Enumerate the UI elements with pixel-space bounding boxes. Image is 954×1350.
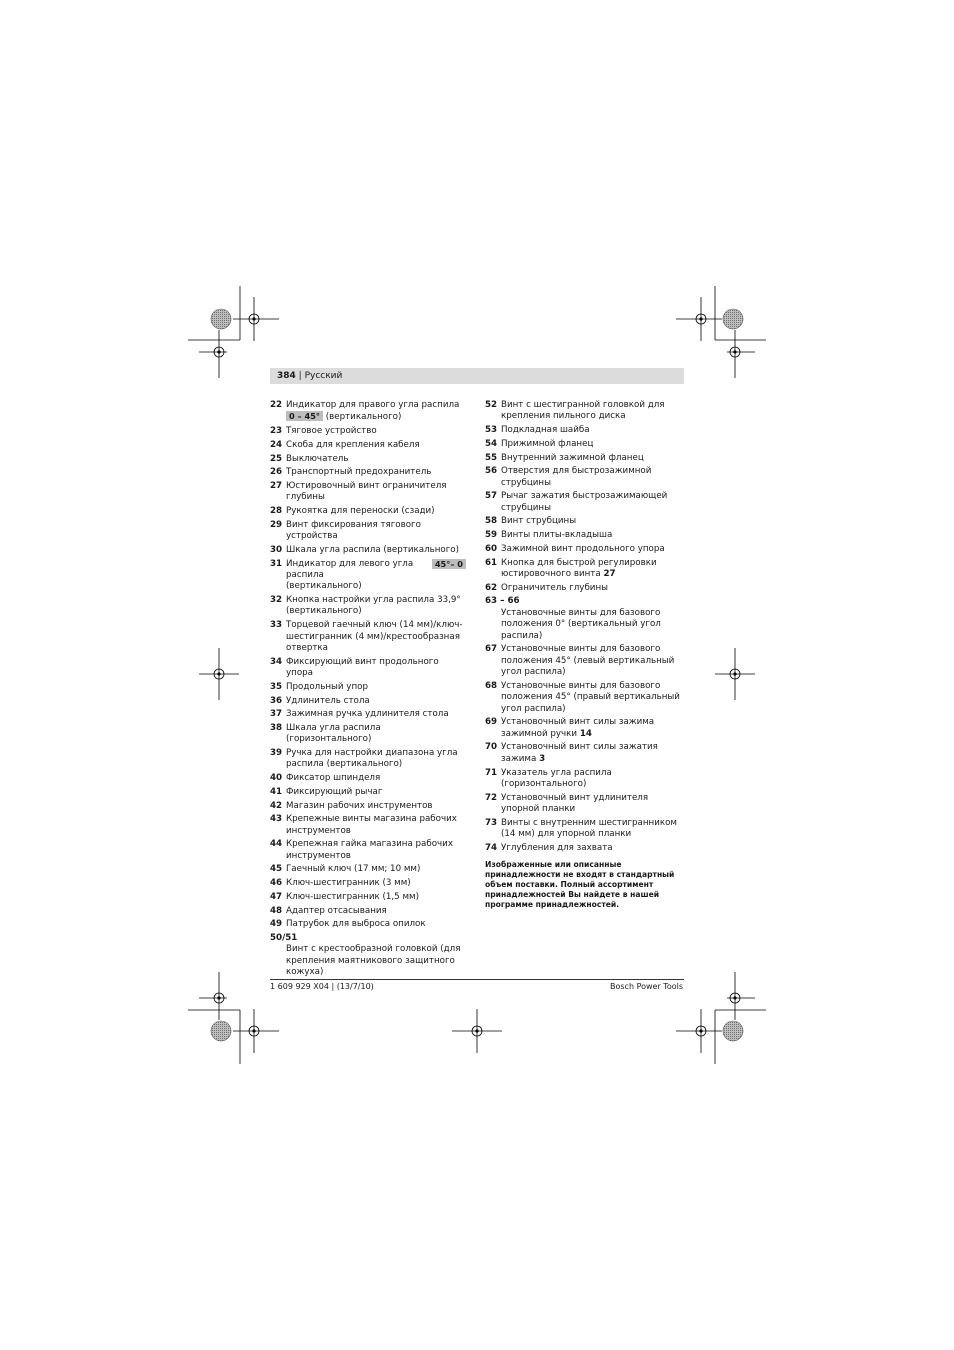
list-item	[270, 559, 466, 593]
list-item	[485, 453, 681, 464]
item-number: 59	[485, 530, 498, 541]
item-number: 49	[270, 919, 283, 930]
item-text: Транспортный предохранитель	[286, 467, 432, 478]
item-number: 69	[485, 717, 498, 728]
item-number: 39	[270, 748, 283, 759]
item-number: 68	[485, 680, 498, 691]
item-number: 52	[485, 400, 498, 410]
item-text: Тяговое устройство	[286, 426, 377, 437]
list-item	[270, 440, 466, 451]
item-number: 22	[270, 400, 283, 410]
item-number: 57	[485, 491, 498, 502]
item-number: 74	[485, 842, 498, 853]
item-text: Винты с внутренним шестигранником (14 мм) для упорной планки	[501, 817, 677, 840]
item-text: Винт с крестообразной головкой (для крепления маятникового защитного кожуха)	[286, 944, 461, 978]
list-item	[485, 742, 681, 765]
item-text: Индикатор для левого угла распила	[286, 558, 414, 580]
list-item	[270, 878, 466, 889]
list-item	[270, 801, 466, 812]
item-text: Выключатель	[286, 453, 349, 464]
item-text: Винт фиксирования тягового устройства	[286, 519, 421, 542]
header-separator: |	[295, 371, 305, 381]
item-text-continued: (вертикального)	[286, 581, 362, 592]
item-number: 58	[485, 516, 498, 527]
angle-badge: 0 – 45°	[286, 411, 323, 421]
page-number: 384	[277, 371, 296, 381]
item-text-continued: (вертикального)	[325, 412, 402, 423]
item-text: Индикатор для правого угла распила	[286, 400, 460, 410]
item-number: 23	[270, 426, 283, 437]
item-text: Ручка для настройки диапазона угла распила (вертикального)	[286, 748, 458, 770]
item-number: 34	[270, 656, 283, 667]
item-number: 44	[270, 839, 283, 850]
list-item	[485, 425, 681, 436]
list-item	[270, 787, 466, 798]
item-text: Кнопка для быстрой регулировки юстировочного винта	[501, 557, 657, 579]
item-number: 47	[270, 891, 283, 902]
item-number: 67	[485, 644, 498, 655]
item-text: Фиксирующий винт продольного упора	[286, 656, 439, 679]
item-text: Установочные винты для базового положения 45° (правый вертикальный угол распила)	[501, 680, 680, 714]
item-text: Указатель угла распила (горизонтального)	[501, 767, 612, 789]
list-item	[270, 595, 466, 618]
list-item	[270, 426, 466, 437]
item-text: Зажимная ручка удлинителя стола	[286, 709, 449, 720]
list-item	[270, 467, 466, 478]
item-reference: 14	[579, 728, 592, 739]
list-item	[270, 933, 466, 979]
item-number: 72	[485, 792, 498, 803]
list-item	[485, 439, 681, 450]
item-text: Прижимной фланец	[501, 438, 594, 449]
list-item	[270, 906, 466, 917]
item-number: 43	[270, 814, 283, 825]
item-text: Рукоятка для переноски (сзади)	[286, 506, 435, 517]
item-text: Патрубок для выброса опилок	[286, 919, 426, 930]
list-item	[270, 814, 466, 837]
item-reference: 27	[603, 568, 616, 579]
item-text: Крепежная гайка магазина рабочих инструментов	[286, 839, 453, 861]
item-text: Продольный упор	[286, 681, 368, 692]
item-text: Скоба для крепления кабеля	[286, 439, 420, 450]
item-text: Зажимной винт продольного упора	[501, 543, 665, 554]
list-item	[485, 400, 681, 423]
item-text: Внутренний зажимной фланец	[501, 452, 644, 463]
item-number: 29	[270, 519, 283, 530]
item-text: Подкладная шайба	[501, 425, 590, 436]
item-number: 46	[270, 878, 283, 889]
item-number: 26	[270, 467, 283, 478]
list-item	[270, 545, 466, 556]
item-number: 37	[270, 709, 283, 720]
item-number: 45	[270, 864, 283, 875]
item-number: 30	[270, 544, 283, 555]
item-number: 27	[270, 480, 283, 491]
item-text: Установочные винты для базового положения 0° (вертикальный угол распила)	[501, 607, 661, 641]
item-number: 35	[270, 681, 283, 692]
list-item	[270, 682, 466, 693]
list-item	[485, 768, 681, 791]
list-item	[270, 709, 466, 720]
angle-badge: 45°– 0	[432, 559, 466, 569]
item-text: Отверстия для быстрозажимной струбцины	[501, 466, 652, 488]
item-text: Углубления для захвата	[501, 842, 613, 853]
item-text: Ключ-шестигранник (1,5 мм)	[286, 891, 419, 902]
item-text: Шкала угла распила (горизонтального)	[286, 722, 381, 745]
list-item	[485, 516, 681, 527]
item-text: Удлинитель стола	[286, 695, 370, 706]
item-text: Шкала угла распила (вертикального)	[286, 544, 460, 555]
item-text: Установочный винт силы зажима зажимной ручки	[501, 717, 655, 739]
list-item	[485, 491, 681, 514]
item-number: 48	[270, 905, 283, 916]
item-text: Кнопка настройки угла распила 33,9° (вертикального)	[286, 595, 461, 617]
list-item	[485, 544, 681, 555]
item-text: Винты плиты-вкладыша	[501, 530, 613, 541]
accessories-note: Изображенные или описанные принадлежности не входят в стандартный объем поставки. Полный ассортимент принадлежностей Вы найдете в нашей программе принадлежностей.	[485, 860, 675, 910]
item-text: Адаптер отсасывания	[286, 905, 387, 916]
list-item	[485, 681, 681, 715]
item-number: 56	[485, 466, 498, 477]
right-column	[485, 400, 681, 910]
list-item	[270, 892, 466, 903]
list-item	[485, 644, 681, 678]
item-number: 60	[485, 543, 498, 554]
item-text: Ограничитель глубины	[501, 582, 608, 593]
item-number: 32	[270, 595, 283, 606]
item-text: Юстировочный винт ограничителя глубины	[286, 480, 447, 503]
item-text: Установочный винт удлинителя упорной планки	[501, 792, 649, 815]
item-number: 24	[270, 439, 283, 450]
list-item	[270, 657, 466, 680]
item-number: 41	[270, 786, 283, 797]
list-item	[270, 919, 466, 930]
footer-brand: Bosch Power Tools	[610, 982, 683, 991]
item-number: 62	[485, 582, 498, 593]
list-item	[485, 583, 681, 594]
list-item	[270, 748, 466, 771]
item-text: Магазин рабочих инструментов	[286, 800, 433, 811]
list-item	[485, 596, 681, 642]
item-number: 25	[270, 453, 283, 464]
list-item	[485, 530, 681, 541]
item-number: 31	[270, 558, 283, 569]
item-number: 55	[485, 452, 498, 463]
list-item	[270, 454, 466, 465]
item-text: Торцевой гаечный ключ (14 мм)/ключ-шестигранник (4 мм)/крестообразная отвертка	[286, 620, 463, 653]
item-number: 38	[270, 722, 283, 733]
list-item	[270, 723, 466, 746]
list-item	[485, 818, 681, 841]
item-reference: 3	[539, 753, 546, 764]
list-item	[485, 558, 681, 581]
list-item	[270, 696, 466, 707]
item-number: 40	[270, 773, 283, 784]
list-item	[485, 466, 681, 489]
list-item	[270, 620, 466, 654]
item-text: Рычаг зажатия быстрозажимающей струбцины	[501, 491, 668, 513]
item-text: Гаечный ключ (17 мм; 10 мм)	[286, 864, 421, 875]
item-number: 54	[485, 438, 498, 449]
item-text: Винт с шестигранной головкой для крепления пильного диска	[501, 400, 665, 422]
item-text: Винт струбцины	[501, 516, 577, 527]
item-text: Ключ-шестигранник (3 мм)	[286, 878, 411, 889]
list-item	[270, 481, 466, 504]
item-text: Установочный винт силы зажатия зажима	[501, 742, 658, 764]
item-number: 61	[485, 557, 498, 568]
item-number: 71	[485, 767, 498, 778]
header-language: Русский	[304, 371, 343, 381]
list-item	[270, 400, 466, 424]
list-item	[485, 793, 681, 816]
item-number: 73	[485, 817, 498, 828]
page-header	[270, 368, 684, 384]
item-number: 42	[270, 800, 283, 811]
left-column	[270, 400, 466, 981]
item-number: 28	[270, 506, 283, 517]
list-item	[270, 520, 466, 543]
item-text: Установочные винты для базового положения 45° (левый вертикальный угол распила)	[501, 644, 675, 678]
item-number: 63 – 66	[485, 596, 520, 607]
item-number: 36	[270, 695, 283, 706]
list-item	[270, 506, 466, 517]
item-number: 53	[485, 425, 498, 436]
item-number: 70	[485, 742, 498, 753]
item-text: Фиксирующий рычаг	[286, 786, 383, 797]
item-text: Фиксатор шпинделя	[286, 773, 381, 784]
list-item	[485, 717, 681, 740]
item-number: 33	[270, 620, 283, 631]
list-item	[485, 843, 681, 854]
item-number: 50/51	[270, 932, 298, 943]
item-text: Крепежные винты магазина рабочих инструментов	[286, 814, 457, 836]
footer-document-code: 1 609 929 X04 | (13/7/10)	[270, 982, 374, 991]
list-item	[270, 773, 466, 784]
footer-rule	[270, 979, 684, 980]
list-item	[270, 864, 466, 875]
list-item	[270, 839, 466, 862]
